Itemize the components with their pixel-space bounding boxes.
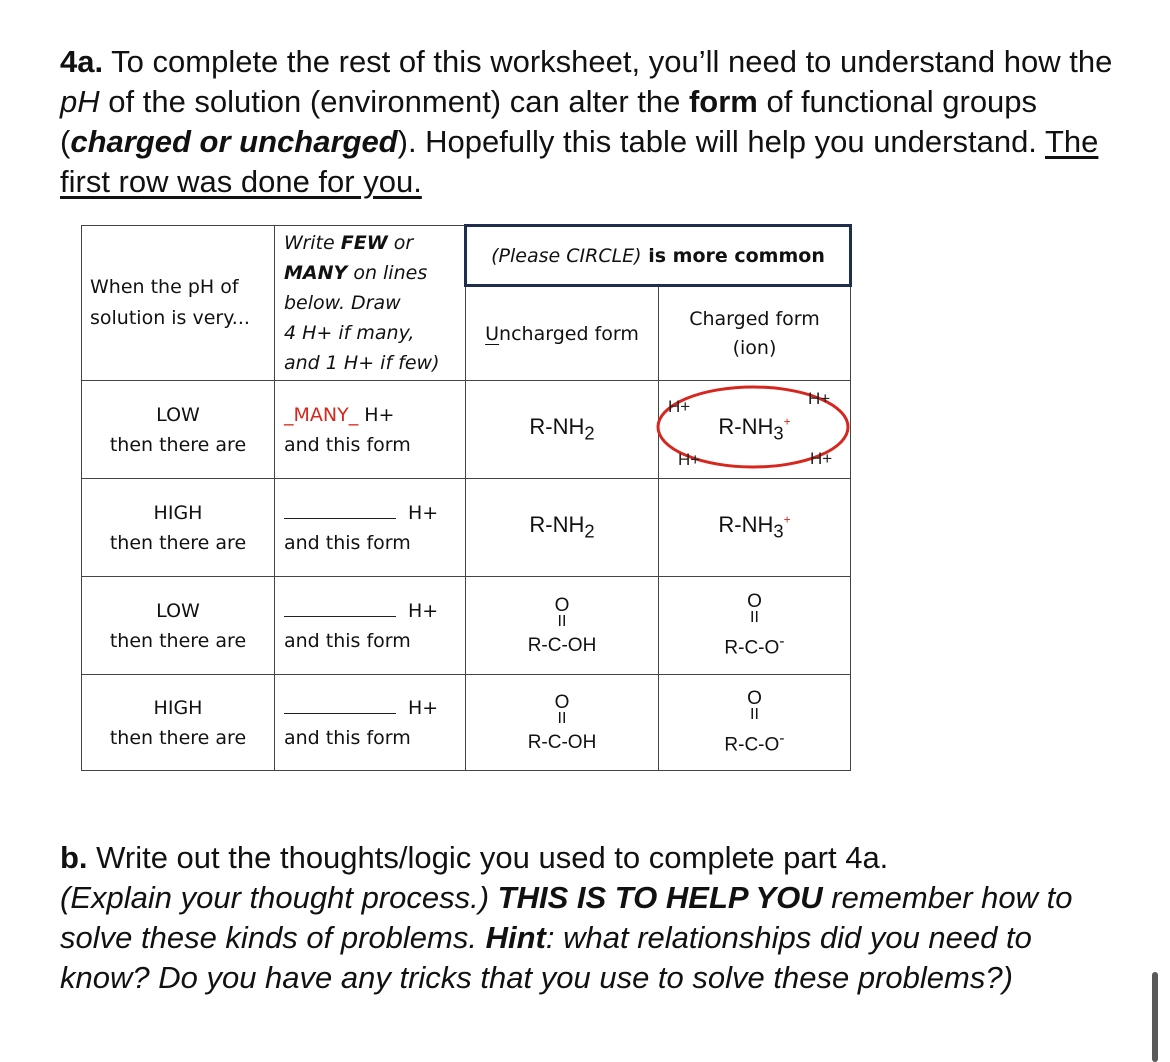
- part-b-emphasis: THIS IS TO HELP YOU: [497, 880, 823, 915]
- table-row: [82, 675, 851, 771]
- ph-level: HIGH: [153, 501, 203, 524]
- carbonyl-oxygen: O: [747, 688, 762, 710]
- part-a-ph: pH: [60, 84, 100, 119]
- charge-sign: +: [783, 414, 791, 429]
- charged-formula: R-NH: [718, 414, 774, 440]
- double-bond: II: [750, 609, 759, 627]
- hdr-or: or: [387, 232, 414, 254]
- and-this-form: and this form: [284, 531, 411, 554]
- charge-sign: +: [783, 512, 791, 527]
- part-b-text-6: : what relationships did you need to know? Do you have any tricks that you use to solve these problems?): [60, 920, 1032, 995]
- double-bond: II: [557, 612, 567, 630]
- uncharged-form-cell[interactable]: [466, 577, 659, 675]
- and-this-form: and this form: [284, 629, 411, 652]
- part-a-text-3: of the solution (environment) can alter the: [99, 84, 689, 119]
- header-ph-line1: When the pH of: [90, 276, 239, 298]
- ph-cell: [82, 577, 275, 675]
- hplus-blank-line[interactable]: [284, 596, 396, 617]
- charged-form-cell[interactable]: [659, 577, 851, 675]
- hdr-write: Write: [284, 232, 341, 254]
- ph-level: HIGH: [153, 696, 203, 719]
- header-charged-form: [659, 286, 851, 381]
- hplus-blank-line[interactable]: [284, 498, 396, 519]
- hplus-label: H+: [408, 599, 439, 622]
- hdr-is-more-common: is more common: [641, 244, 825, 267]
- formula-subscript: 3: [773, 520, 784, 542]
- charge-sign: -: [779, 730, 785, 748]
- hplus-label: H+: [364, 403, 395, 426]
- part-b-hint-label: Hint: [485, 920, 546, 955]
- part-a-text-1: To complete the rest of this worksheet, you’ll need to understand how the: [103, 44, 1113, 79]
- scrollbar[interactable]: [1152, 972, 1158, 1062]
- part-b-text-4: remember how to solve these kinds of problems.: [60, 880, 1073, 955]
- header-uncharged-form: [466, 286, 659, 381]
- then-there-are: then there are: [109, 629, 247, 652]
- part-a-text-5: of functional groups (: [60, 84, 1038, 159]
- table-row: [82, 381, 851, 479]
- header-circle-instruction: [466, 226, 851, 286]
- carbonyl-oxygen: O: [554, 691, 570, 713]
- hplus-answer-cell[interactable]: [275, 675, 466, 771]
- ph-level: LOW: [156, 599, 200, 622]
- charged-formula: R-NH: [718, 512, 774, 538]
- charged-form-cell[interactable]: [659, 675, 851, 771]
- hdr-uncharged-rest: ncharged form: [499, 322, 639, 345]
- uncharged-formula: R-C-OH: [527, 634, 597, 656]
- hdr-charged-line1: Charged form: [689, 307, 820, 330]
- part-a-first-row-note: The first row was done for you.: [60, 124, 1099, 199]
- part-b-text-1: Write out the thoughts/logic you used to complete part 4a.: [87, 840, 889, 875]
- uncharged-form-cell[interactable]: [466, 479, 659, 577]
- ph-form-table: [81, 224, 852, 771]
- part-a-form: form: [688, 84, 758, 119]
- hplus-answer: _MANY_: [284, 403, 359, 426]
- charged-formula: R-C-O: [724, 734, 780, 756]
- hplus-answer-cell[interactable]: [275, 381, 466, 479]
- hdr-if-many: 4 H+ if many,: [284, 322, 415, 344]
- part-a-charged-or-uncharged: charged or uncharged: [70, 124, 398, 159]
- double-bond: II: [750, 706, 759, 724]
- hdr-if-few: and 1 H+ if few): [284, 352, 440, 374]
- hplus-answer-cell[interactable]: [275, 577, 466, 675]
- part-a-instructions: [60, 42, 1140, 202]
- part-b-question: [60, 838, 1120, 998]
- then-there-are: then there are: [109, 531, 247, 554]
- ph-cell: [82, 479, 275, 577]
- hdr-uncharged-u: U: [485, 322, 500, 345]
- uncharged-form-cell[interactable]: [466, 381, 659, 479]
- hdr-please-circle: (Please CIRCLE): [491, 244, 642, 267]
- then-there-are: then there are: [109, 433, 247, 456]
- uncharged-form-cell[interactable]: [466, 675, 659, 771]
- ph-level: LOW: [156, 403, 200, 426]
- then-there-are: then there are: [109, 726, 247, 749]
- hplus-label: H+: [408, 696, 439, 719]
- uncharged-formula: R-C-OH: [527, 731, 597, 753]
- uncharged-formula: R-NH: [529, 414, 585, 440]
- formula-subscript: 3: [773, 422, 784, 444]
- header-ph-condition: [82, 226, 275, 381]
- table-row: [82, 577, 851, 675]
- and-this-form: and this form: [284, 433, 411, 456]
- hdr-below-draw: below. Draw: [284, 292, 401, 314]
- formula-subscript: 2: [584, 422, 595, 444]
- charged-form-cell[interactable]: [659, 479, 851, 577]
- carbonyl-oxygen: O: [554, 594, 570, 616]
- double-bond: II: [557, 709, 567, 727]
- ph-cell: [82, 675, 275, 771]
- carbonyl-oxygen: O: [747, 591, 762, 613]
- uncharged-formula: R-NH: [529, 512, 585, 538]
- formula-subscript: 2: [584, 520, 595, 542]
- and-this-form: and this form: [284, 726, 411, 749]
- charged-formula: R-C-O: [724, 637, 780, 659]
- header-hplus-instructions: [275, 226, 466, 381]
- hplus-blank-line[interactable]: [284, 693, 396, 714]
- hdr-charged-line2: (ion): [732, 336, 777, 359]
- ph-cell: [82, 381, 275, 479]
- handwritten-hplus: H+: [678, 450, 701, 469]
- hdr-many: MANY: [284, 262, 348, 284]
- handwritten-hplus: H+: [668, 397, 691, 416]
- part-a-label: 4a.: [60, 44, 104, 79]
- part-b-label: b.: [60, 840, 88, 875]
- hplus-answer-cell[interactable]: [275, 479, 466, 577]
- part-b-text-2: (Explain your thought process.): [60, 880, 498, 915]
- header-ph-line2: solution is very...: [90, 307, 250, 329]
- handwritten-hplus: H+: [808, 389, 831, 408]
- handwritten-hplus: H+: [810, 449, 833, 468]
- charge-sign: -: [779, 633, 785, 651]
- part-a-text-7: ). Hopefully this table will help you understand.: [397, 124, 1045, 159]
- table-row: [82, 479, 851, 577]
- hdr-few: FEW: [340, 232, 388, 254]
- hdr-on-lines: on lines: [347, 262, 428, 284]
- charged-form-cell[interactable]: [659, 381, 851, 479]
- hplus-label: H+: [408, 501, 439, 524]
